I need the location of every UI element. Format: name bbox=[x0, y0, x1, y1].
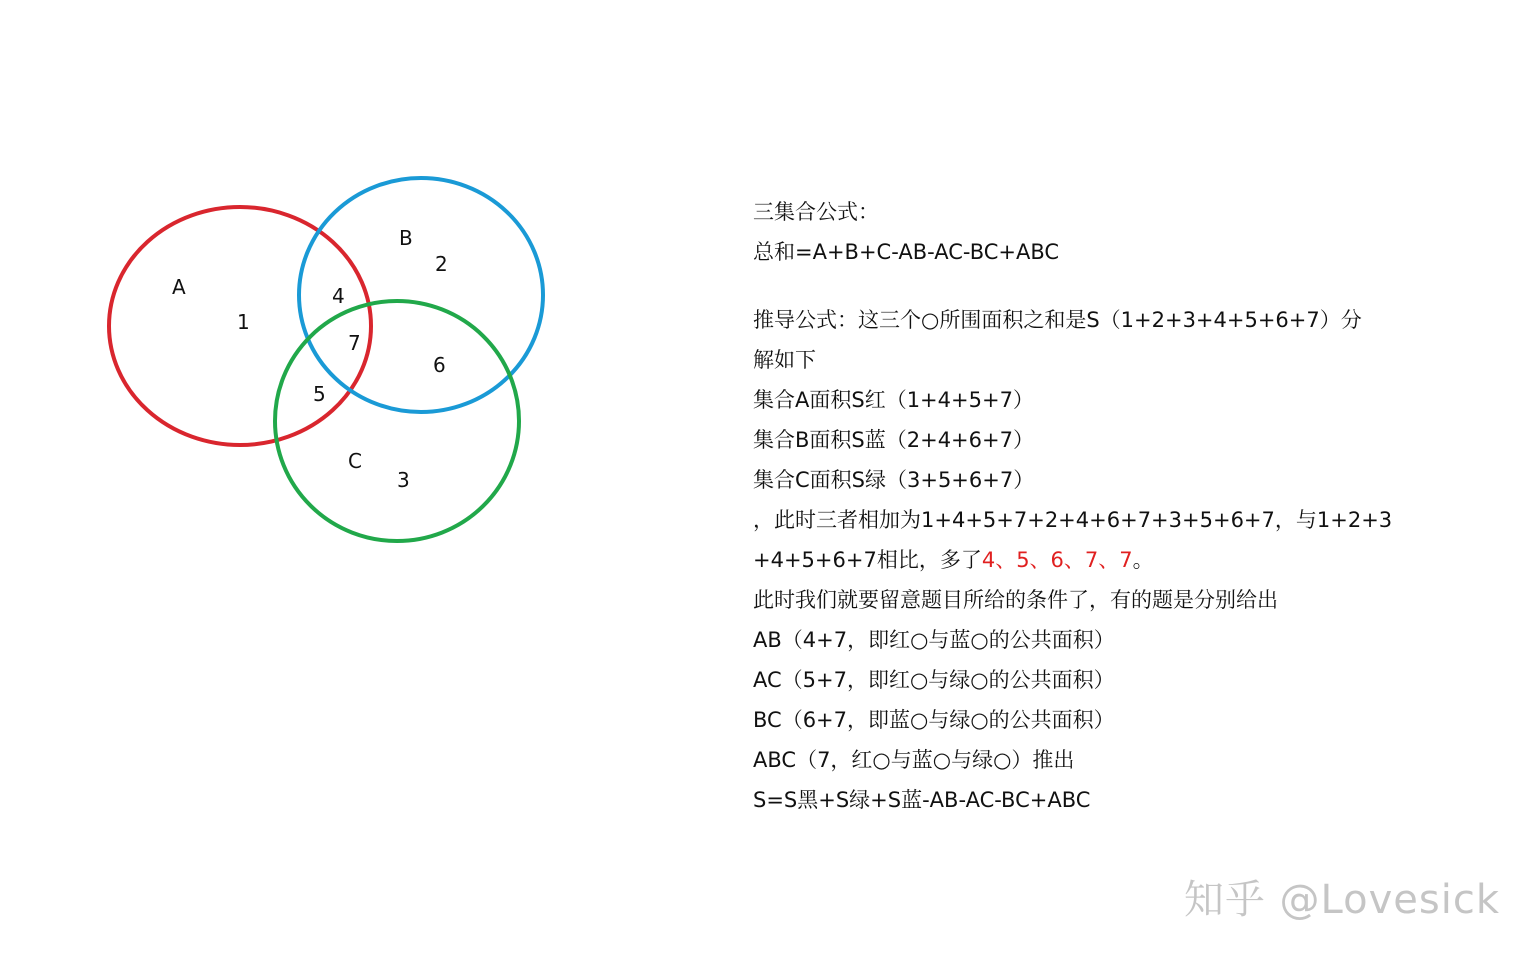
region-7: 7 bbox=[348, 331, 361, 355]
notes-result: S=S黑+S绿+S蓝-AB-AC-BC+ABC bbox=[753, 788, 1091, 812]
notes-sum: ，此时三者相加为1+4+5+7+2+4+6+7+3+5+6+7，与1+2+3 bbox=[753, 508, 1393, 532]
region-6: 6 bbox=[433, 353, 446, 377]
notes-ac: AC（5+7，即红○与绿○的公共面积） bbox=[753, 668, 1115, 692]
notes-abc: ABC（7，红○与蓝○与绿○）推出 bbox=[753, 748, 1075, 772]
circle-c bbox=[275, 301, 519, 541]
notes-set-b: 集合B面积S蓝（2+4+6+7） bbox=[753, 428, 1034, 452]
notes-sum-highlight: 4、5、6、7、7 bbox=[981, 548, 1133, 572]
notes-derivation-cont: 解如下 bbox=[753, 348, 816, 372]
notes-sum-prefix: +4+5+6+7相比，多了 bbox=[753, 548, 982, 572]
notes-bc: BC（6+7，即蓝○与绿○的公共面积） bbox=[753, 708, 1115, 732]
notes-derivation: 推导公式：这三个○所围面积之和是S（1+2+3+4+5+6+7）分 bbox=[753, 308, 1362, 332]
region-2: 2 bbox=[435, 252, 448, 276]
notes-ab: AB（4+7，即红○与蓝○的公共面积） bbox=[753, 628, 1115, 652]
notes-set-a: 集合A面积S红（1+4+5+7） bbox=[753, 388, 1034, 412]
notes-title: 三集合公式： bbox=[753, 200, 879, 224]
region-4: 4 bbox=[332, 284, 345, 308]
notes-sum-cont bbox=[753, 540, 1453, 580]
notes-condition: 此时我们就要留意题目所给的条件了，有的题是分别给出 bbox=[753, 588, 1278, 612]
label-b: B bbox=[399, 226, 413, 250]
notes-formula: 总和=A+B+C-AB-AC-BC+ABC bbox=[753, 240, 1060, 264]
notes-sum-suffix: 。 bbox=[1132, 548, 1154, 572]
region-3: 3 bbox=[397, 468, 410, 492]
label-c: C bbox=[348, 449, 362, 473]
region-5: 5 bbox=[313, 382, 326, 406]
formula-notes bbox=[753, 192, 1453, 820]
notes-set-c: 集合C面积S绿（3+5+6+7） bbox=[753, 468, 1035, 492]
region-1: 1 bbox=[237, 310, 250, 334]
watermark: 知乎 @Lovesick bbox=[1183, 877, 1500, 923]
label-a: A bbox=[172, 275, 186, 299]
